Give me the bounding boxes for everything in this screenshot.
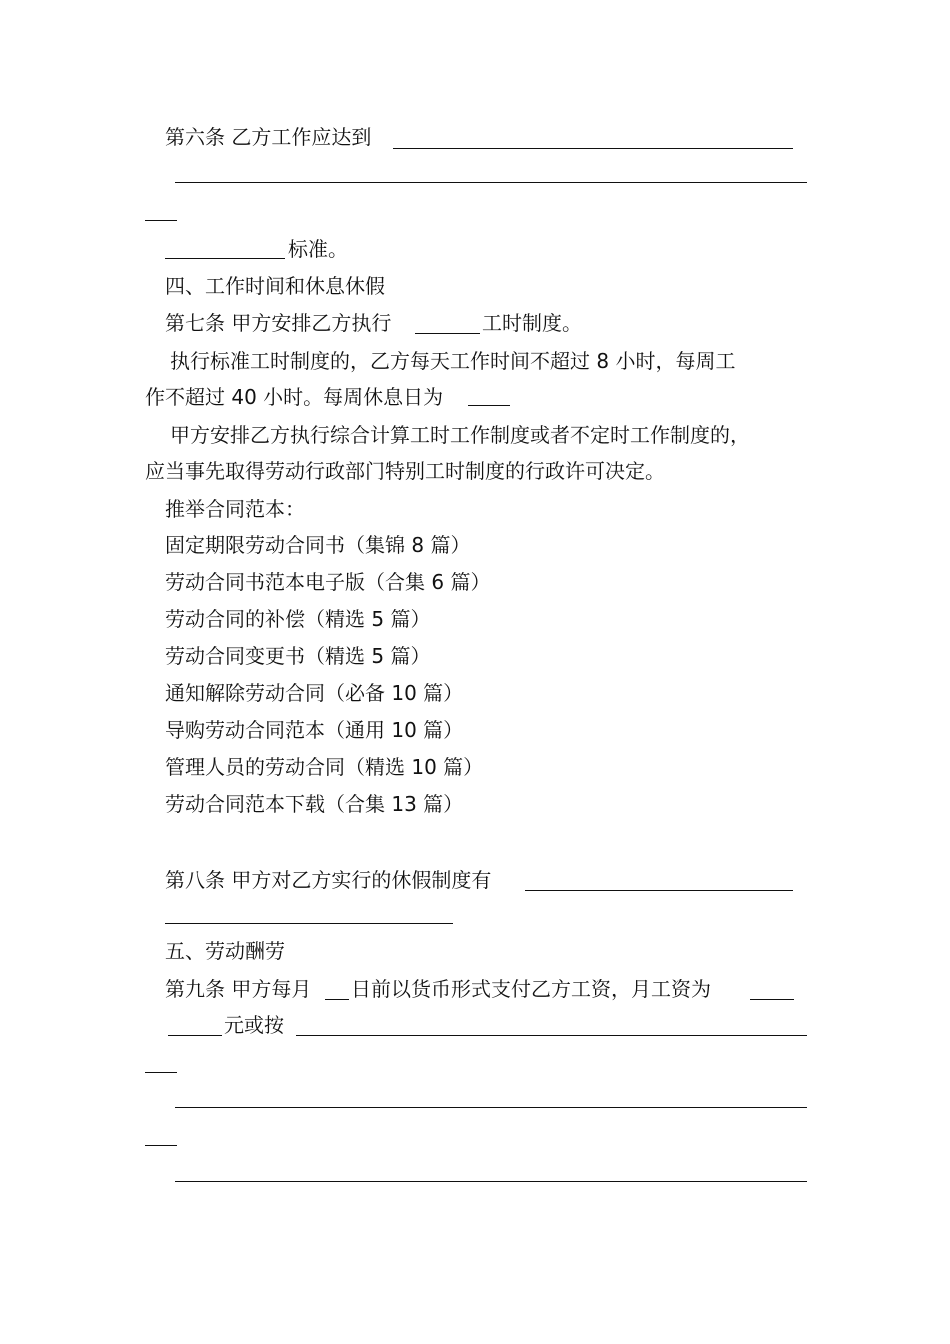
section5-heading: 五、劳动酬劳 xyxy=(165,939,285,963)
para1-line1: 执行标准工时制度的，乙方每天工作时间不超过 8 小时，每周工 xyxy=(170,349,736,373)
recommend-heading: 推举合同范本： xyxy=(165,497,305,521)
blank-line xyxy=(175,1181,807,1182)
para2-line1: 甲方安排乙方执行综合计算工时工作制度或者不定时工作制度的， xyxy=(170,423,750,447)
blank-line xyxy=(165,258,285,259)
article6-lead: 第六条 乙方工作应达到 xyxy=(165,125,372,149)
recommend-link[interactable]: 劳动合同范本下载（合集 13 篇） xyxy=(165,792,464,816)
para1-line2: 作不超过 40 小时。每周休息日为 xyxy=(145,385,444,409)
article9-lead: 第九条 甲方每月 xyxy=(165,977,312,1001)
recommend-link[interactable]: 通知解除劳动合同（必备 10 篇） xyxy=(165,681,464,705)
article6-tail: 标准。 xyxy=(288,237,348,261)
recommend-link[interactable]: 劳动合同的补偿（精选 5 篇） xyxy=(165,607,431,631)
section4-heading: 四、工作时间和休息休假 xyxy=(165,274,385,298)
blank-line xyxy=(165,923,453,924)
recommend-link[interactable]: 劳动合同书范本电子版（合集 6 篇） xyxy=(165,570,491,594)
recommend-link[interactable]: 固定期限劳动合同书（集锦 8 篇） xyxy=(165,533,471,557)
blank-line xyxy=(393,148,793,149)
recommend-link[interactable]: 管理人员的劳动合同（精选 10 篇） xyxy=(165,755,484,779)
blank-line xyxy=(168,1035,222,1036)
blank-line xyxy=(296,1035,807,1036)
article8-lead: 第八条 甲方对乙方实行的休假制度有 xyxy=(165,868,492,892)
blank-line xyxy=(145,1145,177,1146)
recommend-link[interactable]: 导购劳动合同范本（通用 10 篇） xyxy=(165,718,464,742)
article7-tail: 工时制度。 xyxy=(482,311,582,335)
blank-line xyxy=(145,1072,177,1073)
article7-lead: 第七条 甲方安排乙方执行 xyxy=(165,311,392,335)
article9-line2: 元或按 xyxy=(224,1013,284,1037)
para2-line2: 应当事先取得劳动行政部门特别工时制度的行政许可决定。 xyxy=(145,459,665,483)
blank-line xyxy=(175,1107,807,1108)
blank-line xyxy=(750,999,794,1000)
blank-line xyxy=(175,182,807,183)
blank-line xyxy=(468,405,510,406)
blank-line xyxy=(525,890,793,891)
blank-line xyxy=(415,333,480,334)
blank-line xyxy=(145,220,177,221)
article9-mid: 日前以货币形式支付乙方工资，月工资为 xyxy=(351,977,711,1001)
recommend-link[interactable]: 劳动合同变更书（精选 5 篇） xyxy=(165,644,431,668)
blank-line xyxy=(325,999,349,1000)
